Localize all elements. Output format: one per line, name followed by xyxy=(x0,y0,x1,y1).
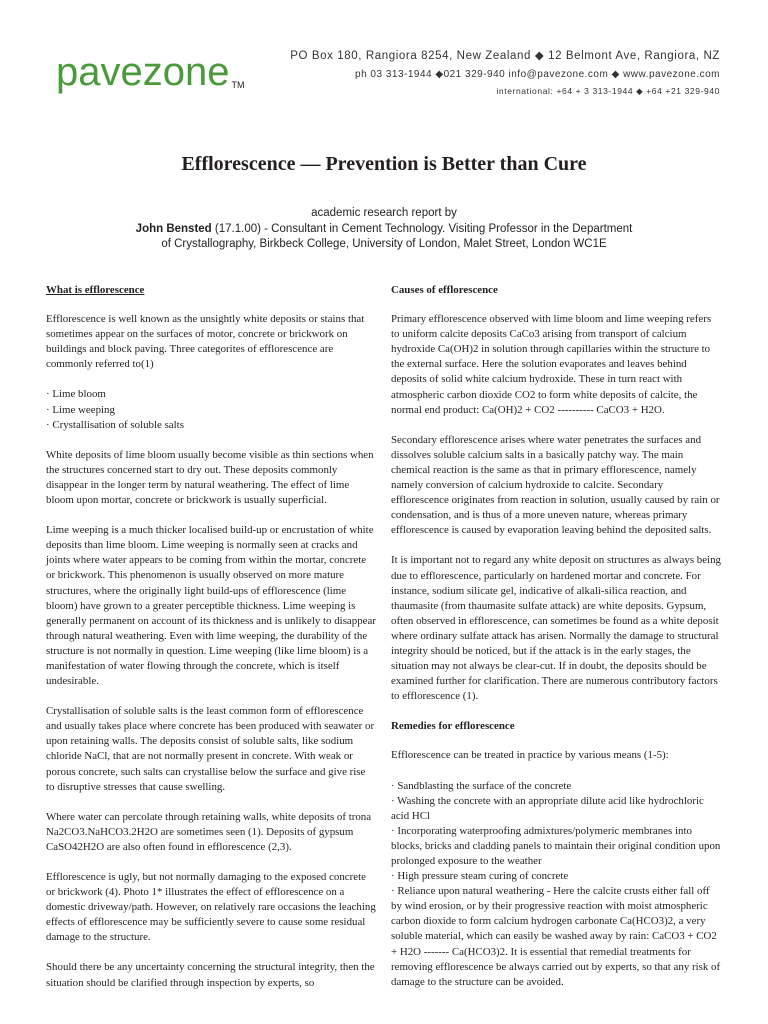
paragraph: White deposits of lime bloom usually become visible as thin sections when the structures concerned start to dry out. These deposits commonly disappear in the longer term by natural weathering. The effect of lime bloom upon mortar, concrete or brickwork is usually superficial. xyxy=(46,448,374,507)
left-column xyxy=(46,283,376,1006)
paragraph: Lime weeping is a much thicker localised build-up or encrustation of white deposits than lime bloom. Lime weeping is normally seen at cracks and joints where water appears to be coming from within the mortar, concrete or brickwork. This phenomenon is usually observed on more mature structures, where the originally light build-ups of efflorescence (lime bloom) have grown to a greater perceptible thickness. Lime weeping is generally permanent on account of its thickness and is unlikely to disappear through natural weathering. Even with lime weeping, the durability of the structure is not normally in question. Lime weeping (like lime bloom) is a manifestation of water flowing through the concrete, which is itself undesirable. xyxy=(46,524,376,688)
efflorescence-types-list xyxy=(46,387,376,432)
list-item: · Lime bloom xyxy=(46,388,106,401)
list-item: · Crystallisation of soluble salts xyxy=(46,418,184,431)
paragraph: Primary efflorescence observed with lime bloom and lime weeping refers to uniform calcite deposits CaCo3 arising from transport of calcium hydroxide Ca(OH)2 in solution through capillaries within the structure to the external surface. Here the solution evaporates and leaves behind deposits of solid white calcium hydroxide. These in turn react with atmospheric carbon dioxide CO2 to form white deposits of calcite, the normal end product: Ca(OH)2 + CO2 ---------- CaCO3 + H2O. xyxy=(391,313,712,416)
paragraph: Efflorescence is ugly, but not normally damaging to the exposed concrete or brickwork (4). Photo 1* illustrates the effect of efflorescence on a domestic driveway/path. However, on relatively rare occasions the leaching effects of efflorescence may be sufficiently severe to cause some residual damage to the structure. xyxy=(46,871,376,944)
author-name: John Bensted xyxy=(135,222,212,235)
author-affiliation: of Crystallography, Birkbeck College, University of London, Malet Street, London WC1E xyxy=(161,238,607,250)
paragraph: Secondary efflorescence arises where water penetrates the surfaces and dissolves soluble calcium salts in a basically patchy way. The main chemical reaction is the same as that in primary efflorescence, namely namely conversion of calcium hydroxide to calcite. Secondary efflorescence originates from reaction in solution, usually caused by rain or condensation, and is thus of a more uneven nature, whereas primary efflorescence is caused by evaporation leaving behind the deposited salts. xyxy=(391,433,720,537)
list-item: · Washing the concrete with an appropriate dilute acid like hydrochloric acid HCl xyxy=(391,794,704,822)
contact-block xyxy=(290,46,720,99)
paragraph: It is important not to regard any white deposit on structures as always being due to efflorescence, particularly on hardened mortar and concrete. For instance, sodium silicate gel, indicative of alkali-silica reaction, and thaumasite (from thaumasite sulfate attack) are white deposits. Gypsum, often observed in efflorescence, can sometimes be found as a white deposit where ordinary sulfate attack has arisen. Normally the damage to structural integrity should be noticed, but if the attack is in the early stages, the situation may not always be clear-cut. If in doubt, the deposits should be examined further for clarification. There are numerous contributory factors to efflorescence (1). xyxy=(391,554,721,703)
heading-causes-of-efflorescence: Causes of efflorescence xyxy=(391,284,498,296)
logo-pave-text: pave xyxy=(56,50,143,94)
paragraph: Crystallisation of soluble salts is the least common form of efflorescence and usually takes place where concrete has been produced with seawater or upon retaining walls. The deposits consist of soluble salts, like sodium chloride NaCl, that are not normally present in concrete. With weak or porous concrete, such salts can crystallise below the surface and give rise to disruptive stresses that cause swelling. xyxy=(46,705,375,793)
paragraph: Where water can percolate through retaining walls, white deposits of trona Na2CO3.NaHCO3.2H2O are sometimes seen (1). Deposits of gypsum CaSO42H2O are also often found in efflorescence (2,3). xyxy=(46,810,372,853)
list-item: · Sandblasting the surface of the concrete xyxy=(391,779,572,792)
document-title: Efflorescence — Prevention is Better than Cure xyxy=(181,153,587,175)
international-line: international: +64 + 3 313-1944 ◆ +64 +21 329-940 xyxy=(496,86,720,96)
byline xyxy=(0,206,768,253)
list-item: · Reliance upon natural weathering - Here the calcite crusts either fall off by wind erosion, or by their progressive reaction with moist atmospheric carbon dioxide to form calcium hydrogen carbonate Ca(HCO3)2, a very soluble material, which can easily be washed away by rain: CaCO3 + CO2 + H2O ------- Ca(HCO3)2. It is essential that remedial treatments for removing efflorescence be always carried out by experts, so that any risk of damage to the structure can be avoided. xyxy=(391,885,721,988)
paragraph: Should there be any uncertainty concerning the structural integrity, then the situation should be clarified through inspection by experts, so xyxy=(46,961,375,989)
author-details: (17.1.00) - Consultant in Cement Technology. Visiting Professor in the Department xyxy=(211,222,633,235)
logo-zone-text: zone xyxy=(142,50,230,94)
heading-remedies-for-efflorescence: Remedies for efflorescence xyxy=(391,720,515,733)
report-subtitle: academic research report by xyxy=(311,207,457,219)
logo-trademark: TM xyxy=(231,80,245,90)
list-item: · High pressure steam curing of concrete xyxy=(391,870,569,883)
right-column xyxy=(391,283,721,990)
paragraph: Efflorescence can be treated in practice by various means (1-5): xyxy=(391,749,669,762)
author-line xyxy=(0,222,768,238)
paragraph: Efflorescence is well known as the unsightly white deposits or stains that sometimes appear on the surfaces of motor, concrete or brickwork on buildings and block paving. Three categorites of efflorescence are commonly referred to(1) xyxy=(46,313,365,371)
phone-line: ph 03 313-1944 ◆021 329-940 info@pavezone.com ◆ www.pavezone.com xyxy=(355,69,720,80)
pavezone-logo xyxy=(56,50,243,100)
list-item: · Incorporating waterproofing admixtures/polymeric membranes into blocks, bricks and cladding panels to maintain their original condition upon prolonged exposure to the weather xyxy=(391,824,721,867)
heading-what-is-efflorescence: What is efflorescence xyxy=(46,284,145,296)
address-line: PO Box 180, Rangiora 8254, New Zealand ◆ 12 Belmont Ave, Rangiora, NZ xyxy=(290,50,720,62)
list-item: · Lime weeping xyxy=(46,403,115,416)
remedies-list xyxy=(391,779,721,990)
